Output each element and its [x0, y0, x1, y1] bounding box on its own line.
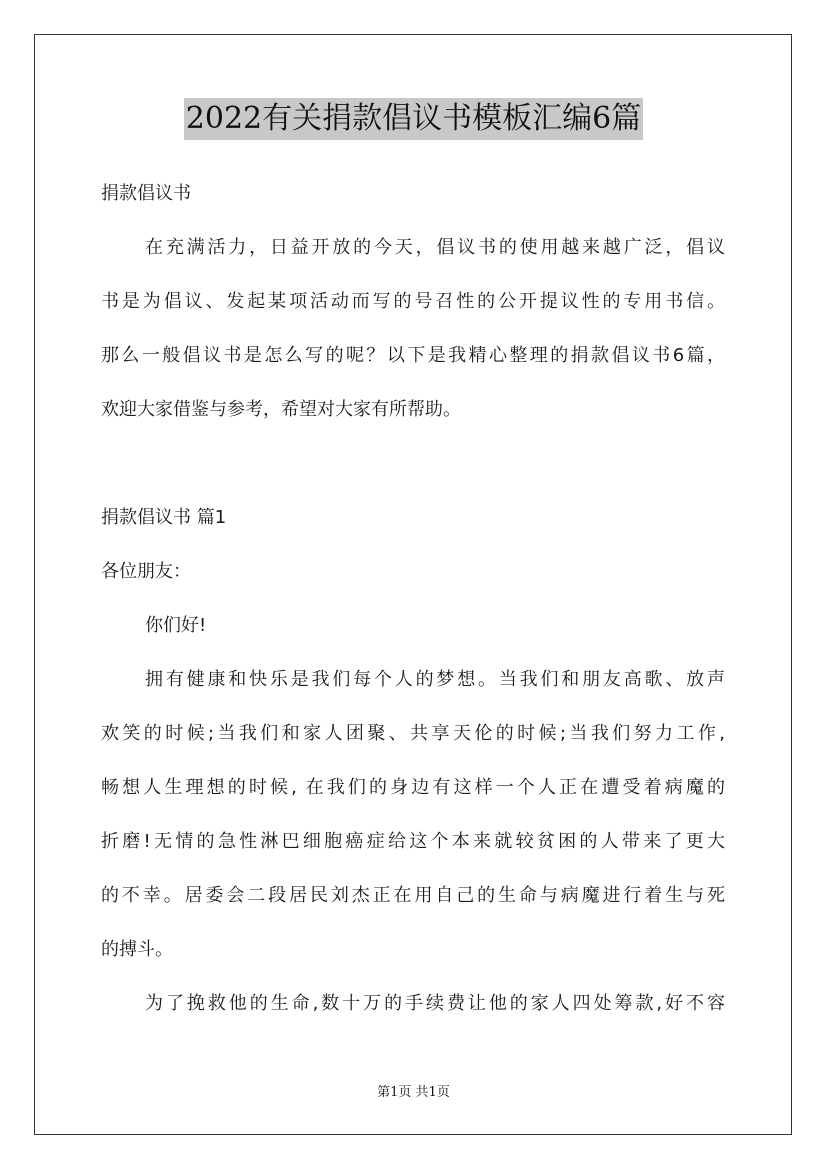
- document-title: 2022有关捐款倡议书模板汇编6篇: [184, 98, 643, 140]
- body-line-6: 的搏斗。: [101, 939, 173, 960]
- salutation: 各位朋友：: [101, 561, 191, 582]
- page-footer: 第1页 共1页: [377, 1085, 450, 1100]
- greeting: 你们好!: [145, 615, 207, 636]
- body-line-7: 为了挽救他的生命,数十万的手续费让他的家人四处筹款,好不容: [145, 993, 725, 1014]
- body-line-1: 拥有健康和快乐是我们每个人的梦想。当我们和朋友高歌、放声: [145, 669, 725, 690]
- body-line-4: 折磨!无情的急性淋巴细胞癌症给这个本来就较贫困的人带来了更大: [101, 831, 725, 852]
- intro-line-4: 欢迎大家借鉴与参考，希望对大家有所帮助。: [101, 399, 461, 420]
- intro-line-3: 那么一般倡议书是怎么写的呢？以下是我精心整理的捐款倡议书6篇，: [101, 345, 725, 366]
- intro-line-2: 书是为倡议、发起某项活动而写的号召性的公开提议性的专用书信。: [101, 291, 725, 312]
- body-line-2: 欢笑的时候;当我们和家人团聚、共享天伦的时候;当我们努力工作,: [101, 723, 725, 744]
- body-line-5: 的不幸。居委会二段居民刘杰正在用自己的生命与病魔进行着生与死: [101, 885, 725, 906]
- title-container: [0, 98, 827, 140]
- intro-line-1: 在充满活力，日益开放的今天，倡议书的使用越来越广泛，倡议: [145, 237, 725, 258]
- section-heading: 捐款倡议书: [101, 183, 191, 204]
- body-line-3: 畅想人生理想的时候, 在我们的身边有这样一个人正在遭受着病魔的: [101, 777, 725, 798]
- article-heading: 捐款倡议书 篇1: [101, 507, 227, 528]
